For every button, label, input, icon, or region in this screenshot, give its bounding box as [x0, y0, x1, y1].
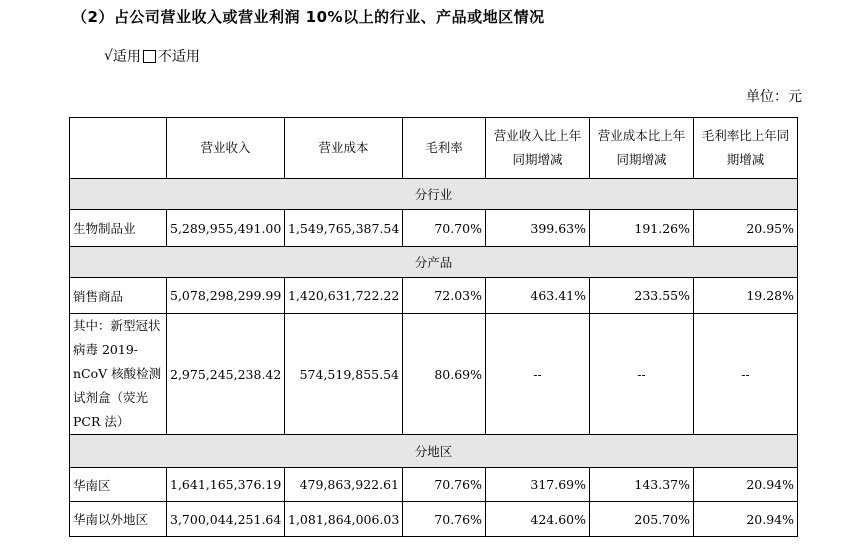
section-row-industry: 分行业: [70, 179, 798, 210]
cost-cell: 1,549,765,387.54: [285, 210, 403, 247]
section-row-product: 分产品: [70, 247, 798, 278]
cost-change-cell: 205.70%: [590, 502, 694, 537]
revenue-change-cell: 424.60%: [486, 502, 590, 537]
margin-change-cell: 20.95%: [694, 210, 798, 247]
cost-change-cell: 191.26%: [590, 210, 694, 247]
margin-cell: 70.70%: [403, 210, 486, 247]
row-label: 销售商品: [70, 278, 167, 314]
margin-cell: 70.76%: [403, 468, 486, 502]
margin-cell: 72.03%: [403, 278, 486, 314]
revenue-change-cell: 463.41%: [486, 278, 590, 314]
revenue-cell: 5,289,955,491.00: [167, 210, 285, 247]
cost-cell: 1,420,631,722.22: [285, 278, 403, 314]
margin-change-cell: 19.28%: [694, 278, 798, 314]
revenue-change-cell: 317.69%: [486, 468, 590, 502]
applicability-options: [104, 46, 200, 66]
revenue-change-cell: 399.63%: [486, 210, 590, 247]
margin-cell: 70.76%: [403, 502, 486, 537]
revenue-cell: 3,700,044,251.64: [167, 502, 285, 537]
table-row: [70, 278, 798, 314]
revenue-cell: 2,975,245,238.42: [167, 314, 285, 435]
table-header-cell: 营业成本: [285, 118, 403, 179]
cost-cell: 479,863,922.61: [285, 468, 403, 502]
table-header-cell: 营业成本比上年同期增减: [590, 118, 694, 179]
cost-cell: 1,081,864,006.03: [285, 502, 403, 537]
cost-change-cell: --: [590, 314, 694, 435]
section-heading: （2）占公司营业收入或营业利润 10%以上的行业、产品或地区情况: [72, 8, 545, 26]
revenue-breakdown-table: [69, 117, 798, 537]
margin-change-cell: --: [694, 314, 798, 435]
revenue-cell: 5,078,298,299.99: [167, 278, 285, 314]
revenue-change-cell: --: [486, 314, 590, 435]
cost-change-cell: 143.37%: [590, 468, 694, 502]
cost-change-cell: 233.55%: [590, 278, 694, 314]
row-label: 其中：新型冠状病毒 2019-nCoV 核酸检测试剂盒（荧光 PCR 法）: [70, 314, 167, 435]
margin-cell: 80.69%: [403, 314, 486, 435]
not-applicable-label: 不适用: [157, 49, 200, 65]
table-row: [70, 468, 798, 502]
row-label: 华南区: [70, 468, 167, 502]
applicable-label: 适用: [112, 49, 141, 65]
row-label: 生物制品业: [70, 210, 167, 247]
table-row: [70, 210, 798, 247]
table-row: [70, 314, 798, 435]
checkmark-icon: √: [104, 48, 113, 64]
table-header-cell: 营业收入比上年同期增减: [486, 118, 590, 179]
table-header-cell: [70, 118, 167, 179]
table-header-cell: 毛利率比上年同期增减: [694, 118, 798, 179]
section-row-region: 分地区: [70, 435, 798, 468]
unit-label: 单位：元: [746, 89, 802, 105]
revenue-cell: 1,641,165,376.19: [167, 468, 285, 502]
empty-checkbox-icon: [143, 50, 156, 63]
margin-change-cell: 20.94%: [694, 502, 798, 537]
table-header-cell: 营业收入: [167, 118, 285, 179]
margin-change-cell: 20.94%: [694, 468, 798, 502]
cost-cell: 574,519,855.54: [285, 314, 403, 435]
table-row: [70, 502, 798, 537]
row-label: 华南以外地区: [70, 502, 167, 537]
table-header-cell: 毛利率: [403, 118, 486, 179]
